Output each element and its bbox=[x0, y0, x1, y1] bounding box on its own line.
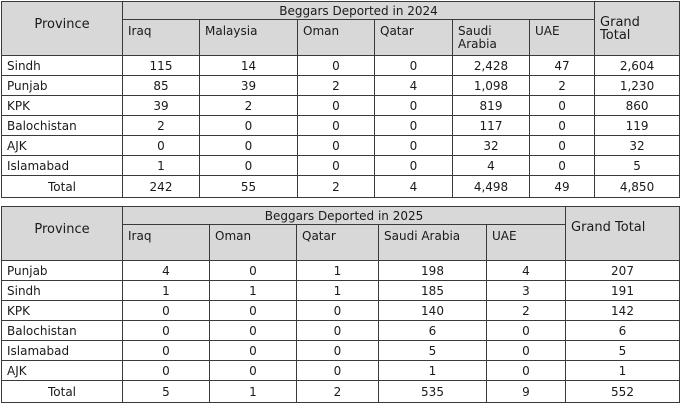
table-cell: 0 bbox=[298, 156, 375, 176]
table-cell: 535 bbox=[379, 381, 487, 403]
province-cell: KPK bbox=[2, 96, 123, 116]
grand-total-cell: 6 bbox=[566, 321, 680, 341]
grand-total-cell: 1,230 bbox=[595, 76, 680, 96]
table-cell: 55 bbox=[200, 176, 298, 198]
table-row bbox=[2, 261, 680, 281]
table-cell: 0 bbox=[123, 321, 210, 341]
table-cell: 3 bbox=[487, 281, 566, 301]
total-row bbox=[2, 381, 680, 403]
table-cell: 2 bbox=[200, 96, 298, 116]
table-row bbox=[2, 281, 680, 301]
deported-2025-table bbox=[1, 206, 680, 403]
table-cell: 0 bbox=[487, 361, 566, 381]
grand-total-cell: 5 bbox=[566, 341, 680, 361]
table-cell: 819 bbox=[453, 96, 530, 116]
table-cell: 0 bbox=[200, 136, 298, 156]
table-cell: 198 bbox=[379, 261, 487, 281]
table-cell: 0 bbox=[210, 261, 297, 281]
table-cell: 2 bbox=[530, 76, 595, 96]
column-header: UAE bbox=[530, 20, 595, 56]
table-row bbox=[2, 76, 680, 96]
grand-total-cell: 119 bbox=[595, 116, 680, 136]
grand-total-header: Grand Total bbox=[595, 2, 680, 56]
province-cell: Sindh bbox=[2, 281, 123, 301]
column-header: Oman bbox=[298, 20, 375, 56]
table-cell: 49 bbox=[530, 176, 595, 198]
province-cell: KPK bbox=[2, 301, 123, 321]
table-cell: 0 bbox=[530, 116, 595, 136]
table-cell: 1 bbox=[123, 156, 200, 176]
table-cell: 0 bbox=[210, 341, 297, 361]
table-row bbox=[2, 96, 680, 116]
grand-total-cell: 2,604 bbox=[595, 56, 680, 76]
total-label: Total bbox=[2, 176, 123, 198]
column-header: Iraq bbox=[123, 20, 200, 56]
table-cell: 4 bbox=[487, 261, 566, 281]
table-cell: 2 bbox=[297, 381, 379, 403]
table-cell: 0 bbox=[210, 321, 297, 341]
table-cell: 115 bbox=[123, 56, 200, 76]
deported-2024-table bbox=[1, 1, 680, 198]
table-cell: 0 bbox=[375, 56, 453, 76]
column-header: Saudi Arabia bbox=[453, 20, 530, 56]
table-cell: 4 bbox=[375, 76, 453, 96]
table-cell: 0 bbox=[123, 136, 200, 156]
table-cell: 0 bbox=[123, 341, 210, 361]
table-cell: 1,098 bbox=[453, 76, 530, 96]
column-header: Oman bbox=[210, 225, 297, 261]
grand-total-cell: 552 bbox=[566, 381, 680, 403]
table-cell: 5 bbox=[123, 381, 210, 403]
table-cell: 9 bbox=[487, 381, 566, 403]
table-cell: 1 bbox=[210, 281, 297, 301]
table-cell: 1 bbox=[297, 261, 379, 281]
province-cell: Balochistan bbox=[2, 321, 123, 341]
table-cell: 39 bbox=[123, 96, 200, 116]
table-cell: 0 bbox=[297, 341, 379, 361]
total-label: Total bbox=[2, 381, 123, 403]
province-cell: Punjab bbox=[2, 261, 123, 281]
grand-total-cell: 191 bbox=[566, 281, 680, 301]
table-row bbox=[2, 156, 680, 176]
table-row bbox=[2, 56, 680, 76]
column-header: Malaysia bbox=[200, 20, 298, 56]
table-cell: 0 bbox=[530, 156, 595, 176]
table-cell: 0 bbox=[210, 301, 297, 321]
table-cell: 242 bbox=[123, 176, 200, 198]
table-cell: 0 bbox=[123, 361, 210, 381]
table-cell: 0 bbox=[210, 361, 297, 381]
grand-total-cell: 142 bbox=[566, 301, 680, 321]
grand-total-cell: 860 bbox=[595, 96, 680, 116]
province-cell: Punjab bbox=[2, 76, 123, 96]
table-cell: 0 bbox=[298, 116, 375, 136]
grand-total-cell: 32 bbox=[595, 136, 680, 156]
table-row bbox=[2, 341, 680, 361]
table-cell: 4,498 bbox=[453, 176, 530, 198]
province-cell: AJK bbox=[2, 136, 123, 156]
table-cell: 0 bbox=[298, 96, 375, 116]
table-cell: 2 bbox=[298, 76, 375, 96]
table-cell: 4 bbox=[375, 176, 453, 198]
table-cell: 0 bbox=[297, 301, 379, 321]
table-cell: 4 bbox=[453, 156, 530, 176]
table-cell: 0 bbox=[487, 321, 566, 341]
table-cell: 0 bbox=[123, 301, 210, 321]
grand-total-header: Grand Total bbox=[566, 207, 680, 261]
table-cell: 14 bbox=[200, 56, 298, 76]
table-cell: 0 bbox=[200, 116, 298, 136]
table-cell: 4 bbox=[123, 261, 210, 281]
table-cell: 1 bbox=[379, 361, 487, 381]
table-cell: 0 bbox=[487, 341, 566, 361]
table-cell: 185 bbox=[379, 281, 487, 301]
column-header: Qatar bbox=[297, 225, 379, 261]
table-row bbox=[2, 116, 680, 136]
column-header: UAE bbox=[487, 225, 566, 261]
table-cell: 6 bbox=[379, 321, 487, 341]
table-row bbox=[2, 301, 680, 321]
table-cell: 2,428 bbox=[453, 56, 530, 76]
table-title: Beggars Deported in 2025 bbox=[123, 207, 566, 225]
table-cell: 5 bbox=[379, 341, 487, 361]
table-cell: 47 bbox=[530, 56, 595, 76]
table-cell: 1 bbox=[297, 281, 379, 301]
table-cell: 140 bbox=[379, 301, 487, 321]
table-cell: 0 bbox=[375, 96, 453, 116]
province-cell: Islamabad bbox=[2, 341, 123, 361]
table-cell: 2 bbox=[487, 301, 566, 321]
grand-total-cell: 1 bbox=[566, 361, 680, 381]
table-cell: 0 bbox=[530, 96, 595, 116]
table-cell: 0 bbox=[297, 361, 379, 381]
grand-total-cell: 4,850 bbox=[595, 176, 680, 198]
table-cell: 0 bbox=[530, 136, 595, 156]
column-header: Saudi Arabia bbox=[379, 225, 487, 261]
table-cell: 85 bbox=[123, 76, 200, 96]
table-cell: 39 bbox=[200, 76, 298, 96]
table-cell: 117 bbox=[453, 116, 530, 136]
province-header: Province bbox=[2, 2, 123, 56]
column-header: Qatar bbox=[375, 20, 453, 56]
table-cell: 0 bbox=[298, 136, 375, 156]
table-cell: 0 bbox=[375, 136, 453, 156]
table-row bbox=[2, 361, 680, 381]
table-cell: 2 bbox=[123, 116, 200, 136]
grand-total-cell: 5 bbox=[595, 156, 680, 176]
table-cell: 0 bbox=[375, 156, 453, 176]
grand-total-cell: 207 bbox=[566, 261, 680, 281]
province-cell: Sindh bbox=[2, 56, 123, 76]
table-cell: 1 bbox=[123, 281, 210, 301]
table-cell: 0 bbox=[375, 116, 453, 136]
table-cell: 0 bbox=[200, 156, 298, 176]
column-header: Iraq bbox=[123, 225, 210, 261]
table-cell: 0 bbox=[298, 56, 375, 76]
table-title: Beggars Deported in 2024 bbox=[123, 2, 595, 20]
province-cell: Balochistan bbox=[2, 116, 123, 136]
table-cell: 2 bbox=[298, 176, 375, 198]
table-cell: 1 bbox=[210, 381, 297, 403]
province-cell: Islamabad bbox=[2, 156, 123, 176]
province-cell: AJK bbox=[2, 361, 123, 381]
total-row bbox=[2, 176, 680, 198]
table-row bbox=[2, 136, 680, 156]
table-row bbox=[2, 321, 680, 341]
table-cell: 0 bbox=[297, 321, 379, 341]
province-header: Province bbox=[2, 207, 123, 261]
table-cell: 32 bbox=[453, 136, 530, 156]
